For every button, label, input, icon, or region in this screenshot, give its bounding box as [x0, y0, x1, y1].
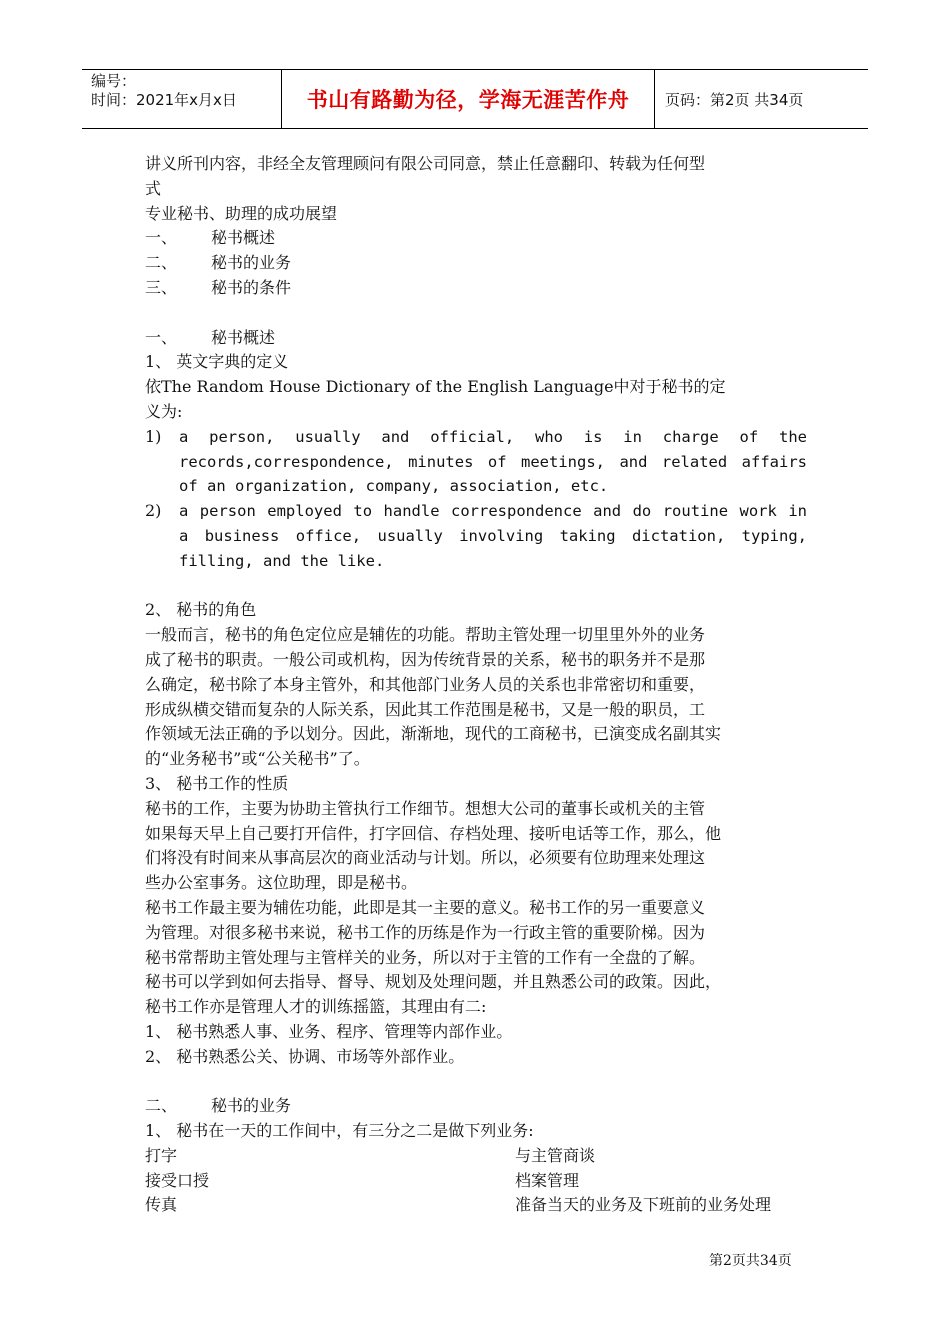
- paragraph-line: 义为:: [145, 401, 183, 421]
- subsection-title: 3、 秘书工作的性质: [145, 773, 289, 793]
- section-heading: [145, 1094, 807, 1119]
- document-body: [145, 152, 807, 1218]
- section-heading: [145, 326, 807, 351]
- paragraph-line: 依The Random House Dictionary of the English Language中对于秘书的定: [145, 377, 726, 397]
- paragraph-line: 么确定，秘书除了本身主管外，和其他部门业务人员的关系也非常密切和重要，: [145, 674, 706, 694]
- toc-index: 二、: [145, 253, 178, 273]
- task-row: [145, 1144, 807, 1169]
- subsection-title: 1、 英文字典的定义: [145, 352, 289, 372]
- task-right: 与主管商谈: [515, 1145, 596, 1165]
- paragraph-line: 成了秘书的职责。一般公司或机构，因为传统背景的关系，秘书的职务并不是那: [145, 649, 706, 669]
- task-left: 传真: [145, 1195, 178, 1215]
- paragraph-line: 秘书常帮助主管处理与主管样关的业务，所以对于主管的工作有一全盘的了解。: [145, 947, 706, 967]
- date-line: 时间：2021年x月x日: [91, 91, 237, 109]
- page-footer: 第2页共34页: [709, 1253, 792, 1269]
- toc-text: 秘书的条件: [211, 277, 292, 297]
- section-title: 秘书的业务: [211, 1096, 292, 1116]
- paragraph-line: 形成纵横交错而复杂的人际关系，因此其工作范围是秘书，又是一般的职员，工: [145, 699, 706, 719]
- paragraph-line: 作领域无法正确的予以划分。因此，渐渐地，现代的工商秘书，已演变成名副其实: [145, 724, 722, 744]
- definition-line: a business office, usually involving taking dictation, typing,: [179, 526, 807, 545]
- spacer: [145, 574, 807, 599]
- definition-body: [179, 499, 807, 573]
- spacer: [145, 1069, 807, 1094]
- header-motto: 书山有路勤为径，学海无涯苦作舟: [282, 70, 655, 128]
- toc-text: 秘书的业务: [211, 253, 292, 273]
- toc-item: [145, 226, 807, 251]
- task-row: [145, 1169, 807, 1194]
- task-row: [145, 1193, 807, 1218]
- paragraph-line: 秘书的工作，主要为协助主管执行工作细节。想想大公司的董事长或机关的主管: [145, 798, 706, 818]
- section-index: 二、: [145, 1096, 178, 1116]
- task-left: 接受口授: [145, 1170, 210, 1190]
- intro-line: 讲义所刊内容，非经全友管理顾问有限公司同意，禁止任意翻印、转载为任何型: [145, 154, 706, 173]
- subsection-title: 1、 秘书在一天的工作间中，有三分之二是做下列业务:: [145, 1121, 534, 1141]
- task-right: 准备当天的业务及下班前的业务处理: [515, 1195, 772, 1215]
- toc-text: 秘书概述: [211, 228, 276, 248]
- definition-line: records,correspondence, minutes of meetings, and related affairs: [179, 452, 807, 471]
- header-page-info: 页码：第2页 共34页: [665, 90, 804, 109]
- serial-label: 编号：: [91, 72, 137, 90]
- toc-index: 三、: [145, 277, 178, 297]
- definition-line: a person employed to handle correspondence and do routine work in: [179, 502, 807, 521]
- intro-line: 式: [145, 178, 162, 198]
- section-index: 一、: [145, 327, 178, 347]
- subsection-title: 2、 秘书的角色: [145, 600, 257, 620]
- section-title: 秘书概述: [211, 327, 276, 347]
- definition-number: 2): [145, 501, 162, 521]
- toc-index: 一、: [145, 228, 178, 248]
- toc-item: [145, 251, 807, 276]
- paragraph-line: 秘书可以学到如何去指导、督导、规划及处理问题，并且熟悉公司的政策。因此，: [145, 972, 722, 992]
- definition-number: 1): [145, 426, 162, 446]
- paragraph-line: 的“业务秘书”或“公关秘书”了。: [145, 749, 370, 769]
- definition-item: [145, 499, 807, 573]
- paragraph-line: 一般而言，秘书的角色定位应是辅佐的功能。帮助主管处理一切里里外外的业务: [145, 625, 706, 645]
- definition-body: [179, 425, 807, 499]
- header-meta: [82, 70, 282, 128]
- task-left: 打字: [145, 1145, 178, 1165]
- paragraph-line: 们将没有时间来从事高层次的商业活动与计划。所以，必须要有位助理来处理这: [145, 848, 706, 868]
- paragraph-line: 秘书工作最主要为辅佐功能，此即是其一主要的意义。秘书工作的另一重要意义: [145, 897, 706, 917]
- paragraph-line: 为管理。对很多秘书来说，秘书工作的历练是作为一行政主管的重要阶梯。因为: [145, 922, 706, 942]
- toc-item: [145, 276, 807, 301]
- definition-line: a person, usually and official, who is in charge of the: [179, 427, 807, 446]
- paragraph-line: 如果每天早上自己要打开信件，打字回信、存档处理、接听电话等工作，那么，他: [145, 823, 722, 843]
- spacer: [145, 301, 807, 326]
- doc-title: 专业秘书、助理的成功展望: [145, 203, 338, 223]
- page-header: [82, 69, 868, 129]
- definition-item: [145, 425, 807, 499]
- list-item: 2、 秘书熟悉公关、协调、市场等外部作业。: [145, 1046, 465, 1066]
- task-right: 档案管理: [515, 1170, 580, 1190]
- definition-line: of an organization, company, association, etc.: [179, 477, 609, 496]
- paragraph-line: 秘书工作亦是管理人才的训练摇篮，其理由有二:: [145, 997, 487, 1017]
- definition-line: filling, and the like.: [179, 551, 385, 570]
- list-item: 1、 秘书熟悉人事、业务、程序、管理等内部作业。: [145, 1021, 513, 1041]
- paragraph-line: 些办公室事务。这位助理，即是秘书。: [145, 873, 418, 893]
